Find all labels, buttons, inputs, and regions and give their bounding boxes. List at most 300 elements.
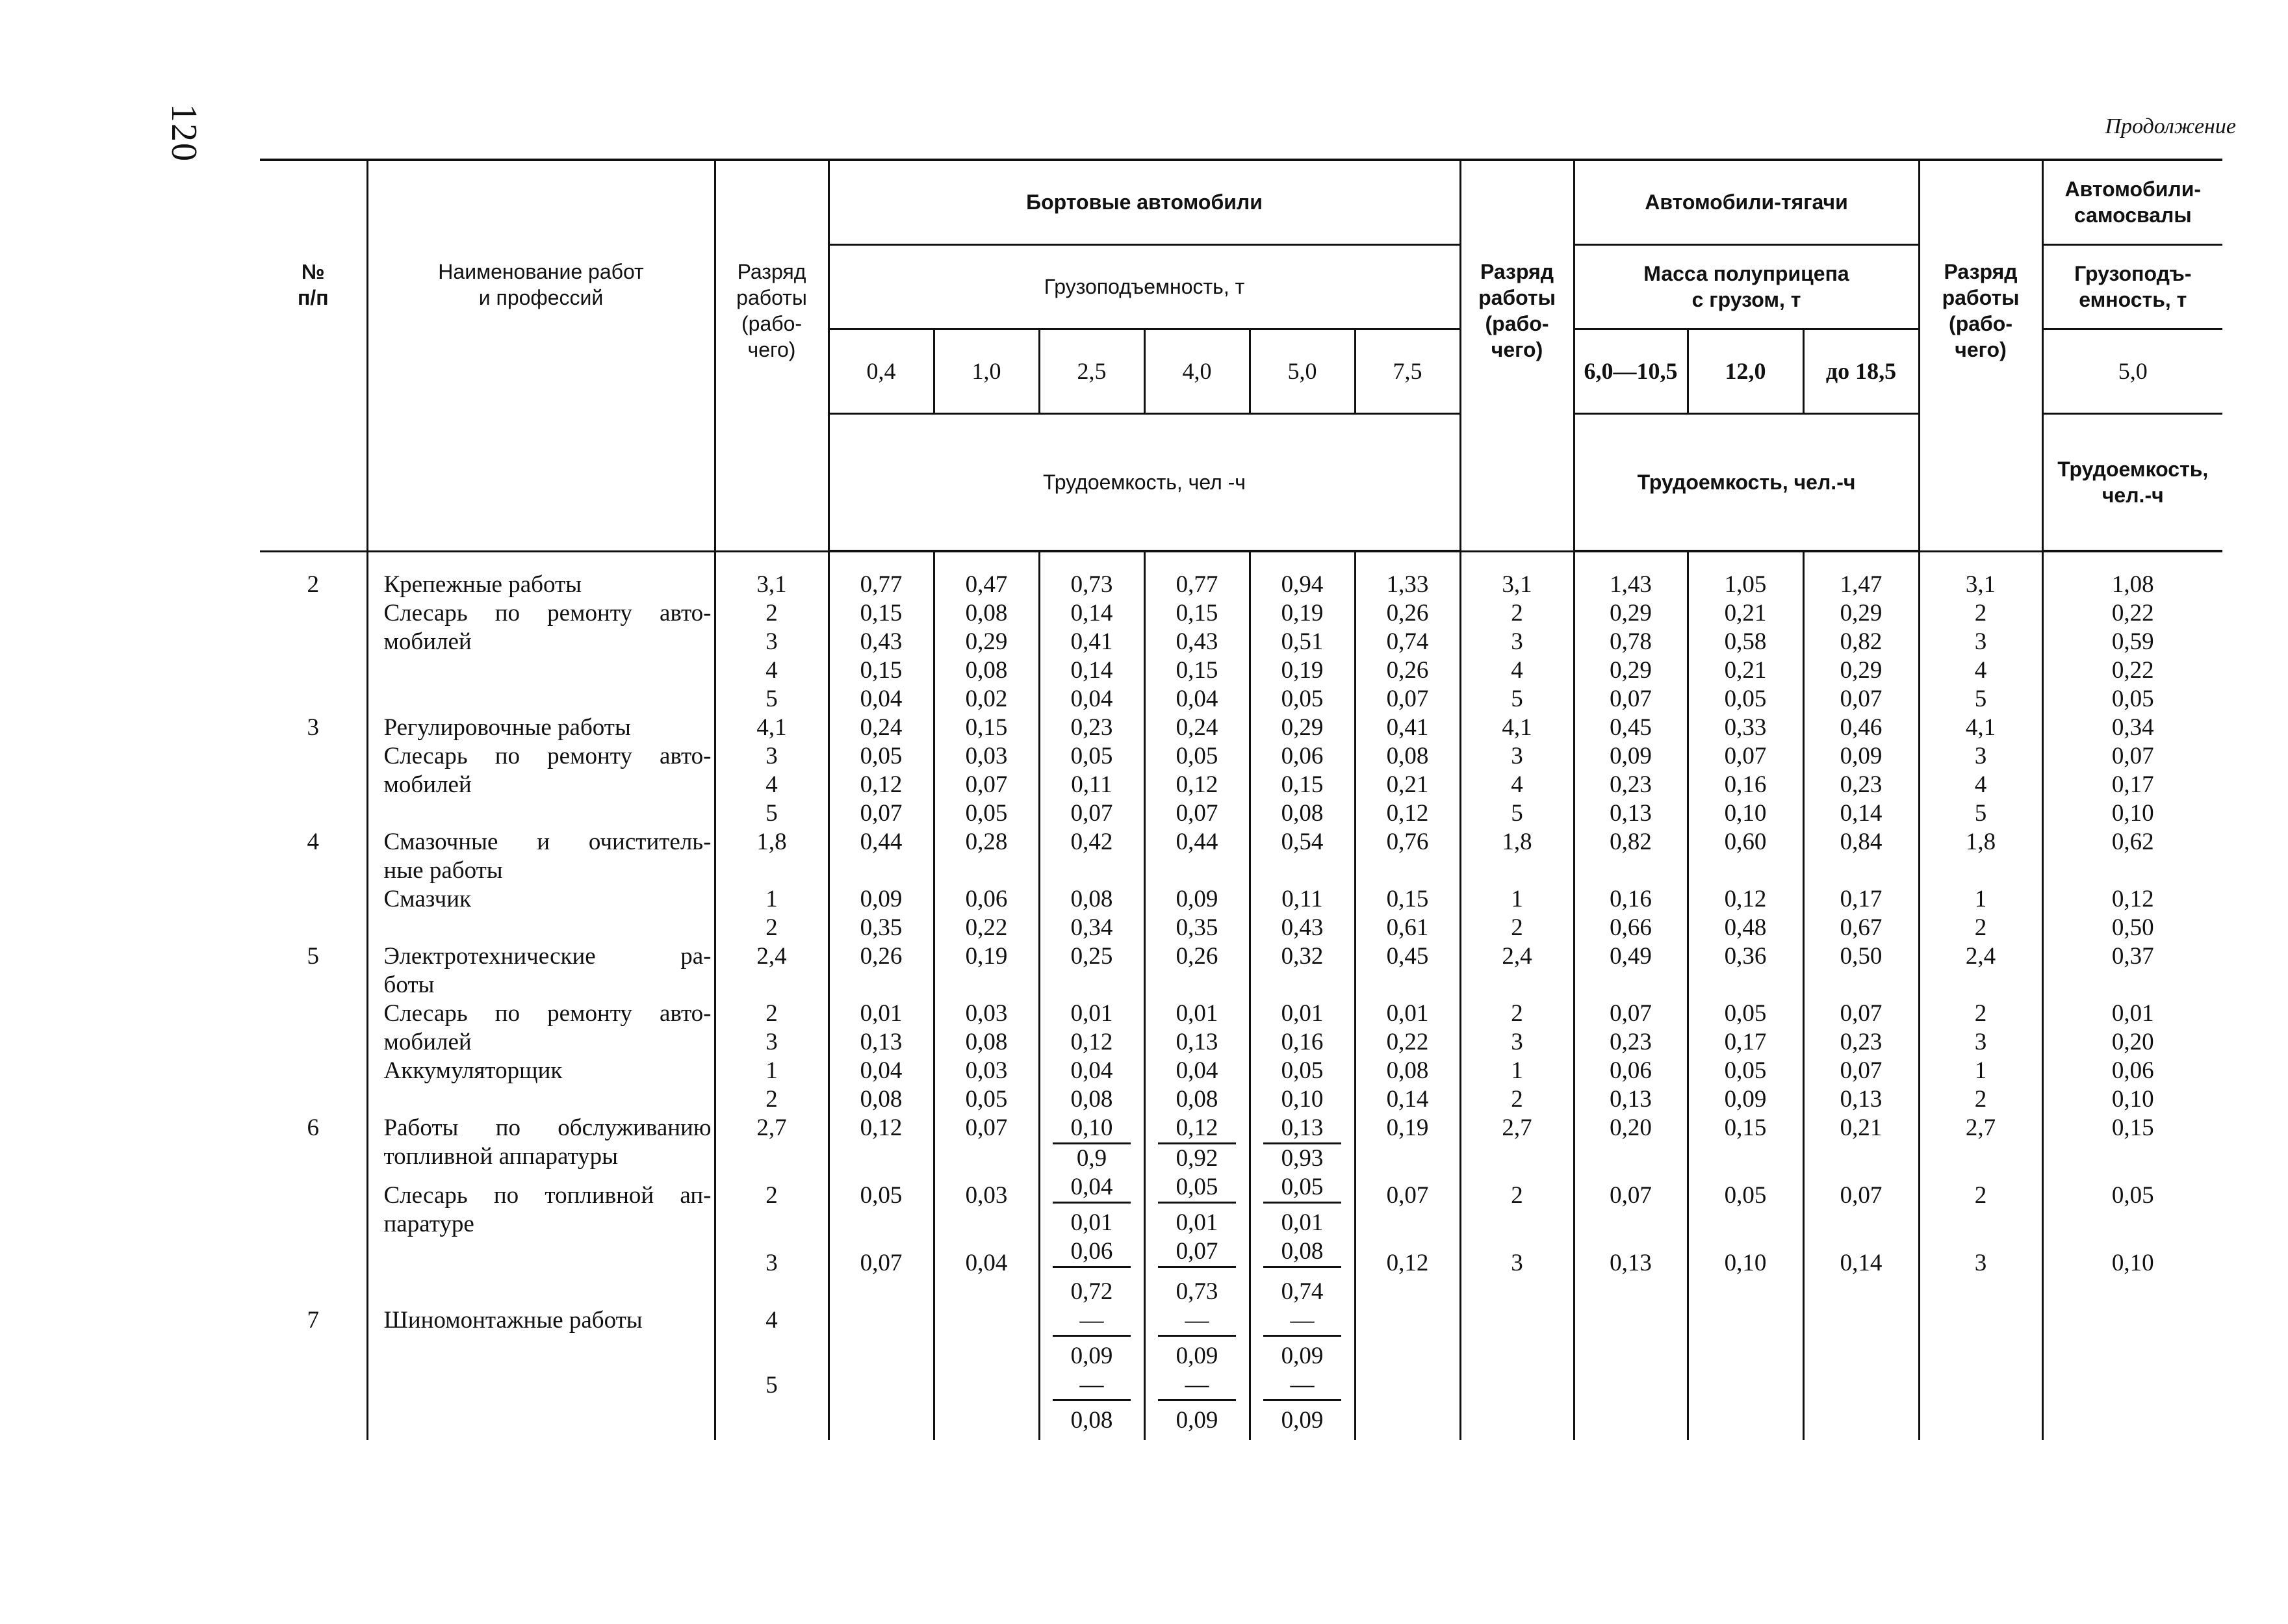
- cell-value: 0,09: [1281, 1407, 1324, 1434]
- value-col-b4: [1144, 551, 1250, 714]
- cell-value: 0,01: [2111, 1000, 2154, 1027]
- work-name: [367, 551, 715, 714]
- cell-value: Смазчик: [383, 886, 472, 912]
- cell-value: 0,15: [1724, 1115, 1767, 1141]
- cell-value: 0,14: [1840, 1250, 1883, 1276]
- cell-value: 0,05: [1724, 1182, 1767, 1209]
- value-col-b2: [934, 551, 1039, 714]
- cell-value: 2: [765, 1000, 778, 1027]
- cell-value: 0,29: [1840, 600, 1883, 626]
- value-col-g3: [1919, 1114, 2042, 1278]
- cell-value: 0,01: [1281, 1209, 1324, 1236]
- cell-value: 0,05: [1281, 686, 1324, 712]
- cell-value: 2: [1974, 1086, 1987, 1113]
- cell-value: 0,94: [1281, 571, 1324, 598]
- cell-value: 0,16: [1610, 886, 1652, 912]
- cell-value: Слесарь по ремонту авто-: [383, 743, 712, 769]
- cell-value: 1: [1974, 1057, 1987, 1084]
- cell-value: 0,58: [1724, 628, 1767, 655]
- cell-value: 0,01: [1070, 1000, 1113, 1027]
- cell-value: 0,09: [1176, 1407, 1218, 1434]
- cell-value: 0,06: [1281, 743, 1324, 769]
- cell-value: 0,26: [860, 943, 903, 970]
- cell-value: 0,48: [1724, 914, 1767, 941]
- cell-value: 0,43: [860, 628, 903, 655]
- cell-value: 0,29: [1610, 657, 1652, 684]
- cell-value: 4,1: [756, 714, 787, 741]
- cell-value: 0,21: [1386, 771, 1429, 798]
- cell-value: 0,21: [1724, 600, 1767, 626]
- cell-value: 0,13: [1263, 1114, 1341, 1144]
- cell-value: 0,07: [1840, 1000, 1883, 1027]
- cell-value: 0,25: [1070, 943, 1113, 970]
- cell-value: 0,59: [2111, 628, 2154, 655]
- value-col-b5: [1250, 942, 1355, 1114]
- value-col-t2: [1688, 942, 1803, 1114]
- cell-value: 2,4: [1502, 943, 1532, 970]
- value-col-t3: [1803, 714, 1919, 828]
- cell-value: 1,05: [1724, 571, 1767, 598]
- cell-value: 1,8: [756, 829, 787, 855]
- cell-value: 0,23: [1840, 771, 1883, 798]
- cell-value: 0,35: [860, 914, 903, 941]
- cell-value: 0,12: [1176, 771, 1218, 798]
- value-col-g2: [1460, 942, 1574, 1114]
- cell-value: [832, 971, 931, 999]
- cell-value: 0,07: [1840, 686, 1883, 712]
- cell-value: 3: [1974, 628, 1987, 655]
- cell-value: 0,26: [1386, 657, 1429, 684]
- value-col-t1: [1574, 828, 1688, 942]
- cell-value: 0,03: [965, 1057, 1008, 1084]
- cell-value: 0,24: [860, 714, 903, 741]
- cell-value: 0,04: [860, 1057, 903, 1084]
- cell-value: 0,09: [860, 886, 903, 912]
- cell-value: 4: [1511, 771, 1523, 798]
- value-col-b1: [829, 1114, 934, 1278]
- cell-value: 0,29: [1840, 657, 1883, 684]
- cell-value: Слесарь по ремонту авто-: [383, 1000, 712, 1027]
- cell-value: 0,17: [2111, 771, 2154, 798]
- cell-value: 0,09: [1281, 1343, 1324, 1369]
- cell-value: 5: [765, 685, 778, 712]
- cell-value: 0,23: [1610, 771, 1652, 798]
- cell-value: 0,47: [965, 571, 1008, 598]
- cell-value: [1253, 857, 1352, 885]
- cell-value: 0,74: [1386, 628, 1429, 655]
- cell-value: 2,7: [1965, 1115, 1996, 1141]
- value-col-g3: [1919, 1278, 2042, 1440]
- cell-value: 0,41: [1386, 714, 1429, 741]
- cell-value: 0,09: [1070, 1343, 1113, 1369]
- cell-value: 2: [765, 599, 778, 626]
- header-board-capacity: Грузоподъемность, т: [829, 244, 1460, 329]
- cell-value: 0,15: [1176, 657, 1218, 684]
- row-number: [260, 828, 367, 942]
- cell-value: 2: [1511, 1182, 1523, 1209]
- cell-value: 0,10: [1724, 1250, 1767, 1276]
- header-capacity-5-0: 5,0: [1250, 329, 1355, 413]
- cell-value: [1691, 857, 1800, 885]
- cell-value: Электротехнические ра-: [383, 943, 712, 970]
- cell-value: паратуре: [383, 1211, 474, 1237]
- value-col-b3: [1039, 942, 1144, 1114]
- value-col-g3: [1919, 551, 2042, 714]
- cell-value: 0,03: [965, 1000, 1008, 1027]
- cell-value: 0,19: [1386, 1115, 1429, 1141]
- cell-value: 0,17: [1724, 1029, 1767, 1055]
- cell-value: 4: [765, 771, 778, 798]
- cell-value: 2: [765, 914, 778, 941]
- header-capacity-1-0: 1,0: [934, 329, 1039, 413]
- cell-value: 3,1: [1502, 571, 1532, 598]
- cell-value: [719, 857, 825, 885]
- cell-value: 1: [1511, 1057, 1523, 1084]
- cell-value: 0,08: [1386, 743, 1429, 769]
- cell-value: 0,19: [965, 943, 1008, 970]
- cell-value: 0,24: [1176, 714, 1218, 741]
- header-mass-18-5: до 18,5: [1803, 329, 1919, 413]
- cell-value: [1359, 857, 1457, 885]
- value-col-b1: [829, 551, 934, 714]
- cell-value: 0,13: [1610, 800, 1652, 827]
- cell-value: 5: [1974, 685, 1987, 712]
- cell-value: 0,14: [1070, 657, 1113, 684]
- cell-value: 0,49: [1610, 943, 1652, 970]
- cell-value: [1359, 971, 1457, 999]
- cell-value: 0,05: [1070, 743, 1113, 769]
- header-capacity-0-4: 0,4: [829, 329, 934, 413]
- cell-value: ные работы: [383, 857, 503, 884]
- cell-value: Аккумуляторщик: [383, 1057, 563, 1084]
- cell-value: 4,1: [1502, 714, 1532, 741]
- cell-value: 0,08: [1070, 886, 1113, 912]
- cell-value: 0,22: [1386, 1029, 1429, 1055]
- cell-value: 0,09: [1176, 886, 1218, 912]
- value-col-b1: [829, 942, 934, 1114]
- cell-value: —: [1053, 1371, 1131, 1401]
- cell-value: 0,07: [1724, 743, 1767, 769]
- cell-value: 1,33: [1386, 571, 1429, 598]
- cell-value: мобилей: [383, 628, 472, 655]
- cell-value: 3: [1511, 628, 1523, 655]
- row-number: [260, 942, 367, 1114]
- header-board-labor: Трудоемкость, чел -ч: [829, 413, 1460, 551]
- cell-value: 0,35: [1176, 914, 1218, 941]
- value-col-t1: [1574, 1114, 1688, 1278]
- cell-value: [1691, 971, 1800, 999]
- value-col-b3: [1039, 551, 1144, 714]
- cell-value: 0,01: [860, 1000, 903, 1027]
- cell-value: 3: [765, 743, 778, 769]
- cell-value: 3: [1511, 743, 1523, 769]
- cell-value: 0,01: [1281, 1000, 1324, 1027]
- header-dump-labor: Трудоемкость, чел.-ч: [2042, 413, 2222, 551]
- cell-value: 0,01: [1176, 1000, 1218, 1027]
- cell-value: 0,50: [2111, 914, 2154, 941]
- cell-value: 0,08: [1386, 1057, 1429, 1084]
- value-col-g1: [715, 828, 829, 942]
- value-col-d1: [2042, 942, 2222, 1114]
- cell-value: 0,04: [860, 686, 903, 712]
- cell-value: 0,82: [1610, 829, 1652, 855]
- cell-value: 5: [765, 1372, 778, 1398]
- header-tractor-group: Автомобили-тягачи: [1574, 160, 1919, 244]
- cell-value: 4: [765, 1307, 778, 1334]
- header-tractor-mass: Масса полуприцепа с грузом, т: [1574, 244, 1919, 329]
- cell-value: 0,19: [1281, 600, 1324, 626]
- cell-value: 1: [1974, 886, 1987, 912]
- cell-value: 0,13: [1610, 1250, 1652, 1276]
- cell-value: 3,1: [756, 571, 787, 598]
- cell-value: 2: [1511, 599, 1523, 626]
- cell-value: 0,09: [1176, 1343, 1218, 1369]
- cell-value: 0,66: [1610, 914, 1652, 941]
- cell-value: 5: [1511, 800, 1523, 827]
- cell-value: 0,06: [2111, 1057, 2154, 1084]
- cell-value: —: [1263, 1306, 1341, 1337]
- value-col-t3: [1803, 1114, 1919, 1278]
- labor-table: [260, 159, 2222, 1440]
- cell-value: 5: [765, 800, 778, 827]
- cell-value: 0,29: [1281, 714, 1324, 741]
- cell-value: 0,29: [1610, 600, 1652, 626]
- cell-value: [1923, 971, 2039, 999]
- cell-value: 2: [765, 1086, 778, 1113]
- cell-value: 0,67: [1840, 914, 1883, 941]
- cell-value: 2: [307, 571, 319, 598]
- cell-value: 1,08: [2111, 571, 2154, 598]
- header-dump-capacity-value: 5,0: [2042, 329, 2222, 413]
- value-col-b3: [1039, 714, 1144, 828]
- cell-value: [938, 971, 1036, 999]
- cell-value: 2: [1974, 914, 1987, 941]
- cell-value: 0,08: [1070, 1407, 1113, 1434]
- cell-value: 0,93: [1281, 1145, 1324, 1172]
- cell-value: 0,17: [1840, 886, 1883, 912]
- value-col-g3: [1919, 942, 2042, 1114]
- cell-value: 0,07: [1840, 1057, 1883, 1084]
- value-col-b6: [1355, 942, 1460, 1114]
- cell-value: 0,10: [2111, 800, 2154, 827]
- value-col-b5: [1250, 1114, 1355, 1278]
- value-col-d1: [2042, 551, 2222, 714]
- value-col-b2: [934, 1114, 1039, 1278]
- cell-value: Регулировочные работы: [383, 714, 631, 741]
- cell-value: 4: [765, 656, 778, 684]
- cell-value: 0,23: [1070, 714, 1113, 741]
- value-col-g1: [715, 1114, 829, 1278]
- cell-value: 0,29: [965, 628, 1008, 655]
- value-col-b1: [829, 714, 934, 828]
- header-grade-dump: Разряд работы (рабо- чего): [1919, 160, 2042, 551]
- cell-value: 0,06: [1053, 1237, 1131, 1268]
- value-col-d1: [2042, 1114, 2222, 1278]
- cell-value: 0,54: [1281, 829, 1324, 855]
- header-dump-group: Автомобили- самосвалы: [2042, 160, 2222, 244]
- cell-value: —: [1158, 1371, 1236, 1401]
- value-col-g2: [1460, 1114, 1574, 1278]
- value-col-g1: [715, 1278, 829, 1440]
- header-capacity-4-0: 4,0: [1144, 329, 1250, 413]
- cell-value: 0,22: [2111, 657, 2154, 684]
- value-col-b6: [1355, 1278, 1460, 1440]
- cell-value: 0,21: [1724, 657, 1767, 684]
- cell-value: 0,37: [2111, 943, 2154, 970]
- cell-value: 0,07: [1158, 1237, 1236, 1268]
- cell-value: 0,07: [1176, 800, 1218, 827]
- cell-value: Шиномонтажные работы: [383, 1307, 643, 1334]
- cell-value: 0,10: [2111, 1250, 2154, 1276]
- header-capacity-7-5: 7,5: [1355, 329, 1460, 413]
- row-number: [260, 551, 367, 714]
- value-col-b3: [1039, 1114, 1144, 1278]
- cell-value: [938, 857, 1036, 885]
- value-col-b6: [1355, 714, 1460, 828]
- cell-value: 0,10: [1724, 800, 1767, 827]
- cell-value: 0,07: [860, 1250, 903, 1276]
- cell-value: 0,05: [1724, 686, 1767, 712]
- cell-value: —: [1158, 1306, 1236, 1337]
- work-name: [367, 714, 715, 828]
- cell-value: [1253, 971, 1352, 999]
- cell-value: 0,08: [965, 600, 1008, 626]
- cell-value: 3: [1974, 1250, 1987, 1276]
- row-number: [260, 714, 367, 828]
- cell-value: 2: [1511, 1086, 1523, 1113]
- value-col-b2: [934, 942, 1039, 1114]
- cell-value: 0,23: [1840, 1029, 1883, 1055]
- cell-value: 0,15: [860, 657, 903, 684]
- cell-value: 0,13: [1176, 1029, 1218, 1055]
- cell-value: [1807, 971, 1916, 999]
- cell-value: 0,13: [1840, 1086, 1883, 1113]
- cell-value: 6: [307, 1115, 319, 1141]
- cell-value: 0,07: [1610, 1000, 1652, 1027]
- cell-value: 0,09: [1840, 743, 1883, 769]
- cell-value: 0,15: [860, 600, 903, 626]
- cell-value: 0,01: [1176, 1209, 1218, 1236]
- cell-value: 0,44: [1176, 829, 1218, 855]
- cell-value: 4: [1511, 656, 1523, 684]
- cell-value: 0,22: [2111, 600, 2154, 626]
- cell-value: 0,08: [1176, 1086, 1218, 1113]
- value-col-b4: [1144, 714, 1250, 828]
- cell-value: 0,07: [1386, 686, 1429, 712]
- value-col-b2: [934, 714, 1039, 828]
- cell-value: [1923, 857, 2039, 885]
- cell-value: 0,20: [2111, 1029, 2154, 1055]
- cell-value: 0,07: [2111, 743, 2154, 769]
- cell-value: 0,12: [1158, 1114, 1236, 1144]
- header-board-group: Бортовые автомобили: [829, 160, 1460, 244]
- cell-value: 0,42: [1070, 829, 1113, 855]
- value-col-t3: [1803, 942, 1919, 1114]
- table-row: [260, 1114, 2222, 1278]
- cell-value: 0,08: [1070, 1086, 1113, 1113]
- cell-value: 0,04: [1176, 1057, 1218, 1084]
- cell-value: 0,13: [1610, 1086, 1652, 1113]
- value-col-b5: [1250, 1278, 1355, 1440]
- cell-value: 3: [1974, 743, 1987, 769]
- cell-value: 0,05: [965, 1086, 1008, 1113]
- cell-value: 2,7: [1502, 1115, 1532, 1141]
- header-capacity-2-5: 2,5: [1039, 329, 1144, 413]
- cell-value: 3: [1974, 1029, 1987, 1055]
- cell-value: 3: [1511, 1029, 1523, 1055]
- cell-value: 0,45: [1386, 943, 1429, 970]
- header-name: Наименование работ и профессий: [367, 160, 715, 551]
- cell-value: 7: [307, 1307, 319, 1334]
- cell-value: 0,10: [1281, 1086, 1324, 1113]
- cell-value: 0,05: [2111, 1182, 2154, 1209]
- cell-value: 0,62: [2111, 829, 2154, 855]
- cell-value: 0,04: [1070, 1057, 1113, 1084]
- cell-value: 0,14: [1386, 1086, 1429, 1113]
- cell-value: мобилей: [383, 771, 472, 798]
- cell-value: 0,05: [1263, 1173, 1341, 1204]
- cell-value: 0,07: [965, 1115, 1008, 1141]
- value-col-g1: [715, 942, 829, 1114]
- cell-value: 0,60: [1724, 829, 1767, 855]
- continuation-label: Продолжение: [2105, 114, 2236, 138]
- cell-value: 1: [1511, 886, 1523, 912]
- cell-value: 0,07: [1386, 1182, 1429, 1209]
- value-col-t1: [1574, 714, 1688, 828]
- work-name: [367, 942, 715, 1114]
- value-col-b6: [1355, 828, 1460, 942]
- cell-value: 0,28: [965, 829, 1008, 855]
- table-header: [260, 160, 2222, 551]
- cell-value: 0,84: [1840, 829, 1883, 855]
- cell-value: 0,05: [965, 800, 1008, 827]
- cell-value: 0,05: [860, 743, 903, 769]
- cell-value: 0,22: [965, 914, 1008, 941]
- value-col-b5: [1250, 714, 1355, 828]
- cell-value: 0,14: [1840, 800, 1883, 827]
- value-col-d1: [2042, 1278, 2222, 1440]
- cell-value: 2: [765, 1182, 778, 1209]
- cell-value: 4: [307, 829, 319, 855]
- cell-value: [1578, 971, 1684, 999]
- cell-value: Крепежные работы: [383, 571, 582, 598]
- cell-value: 3: [765, 1029, 778, 1055]
- cell-value: 0,43: [1281, 914, 1324, 941]
- value-col-b3: [1039, 1278, 1144, 1440]
- cell-value: 2,4: [756, 943, 787, 970]
- cell-value: 0,12: [1386, 800, 1429, 827]
- value-col-t1: [1574, 1278, 1688, 1440]
- cell-value: 0,05: [1176, 743, 1218, 769]
- cell-value: 0,05: [1281, 1057, 1324, 1084]
- cell-value: Работы по обслуживанию: [383, 1115, 712, 1141]
- value-col-b1: [829, 828, 934, 942]
- cell-value: 0,77: [1176, 571, 1218, 598]
- row-number: [260, 1278, 367, 1440]
- value-col-g2: [1460, 828, 1574, 942]
- value-col-b1: [829, 1278, 934, 1440]
- cell-value: 1,43: [1610, 571, 1652, 598]
- cell-value: 0,73: [1070, 571, 1113, 598]
- cell-value: 0,45: [1610, 714, 1652, 741]
- cell-value: 0,11: [1071, 771, 1112, 798]
- cell-value: 3: [765, 1250, 778, 1276]
- cell-value: мобилей: [383, 1029, 472, 1055]
- cell-value: 2: [1511, 1000, 1523, 1027]
- cell-value: [832, 857, 931, 885]
- table-row: [260, 942, 2222, 1114]
- cell-value: 2: [1511, 914, 1523, 941]
